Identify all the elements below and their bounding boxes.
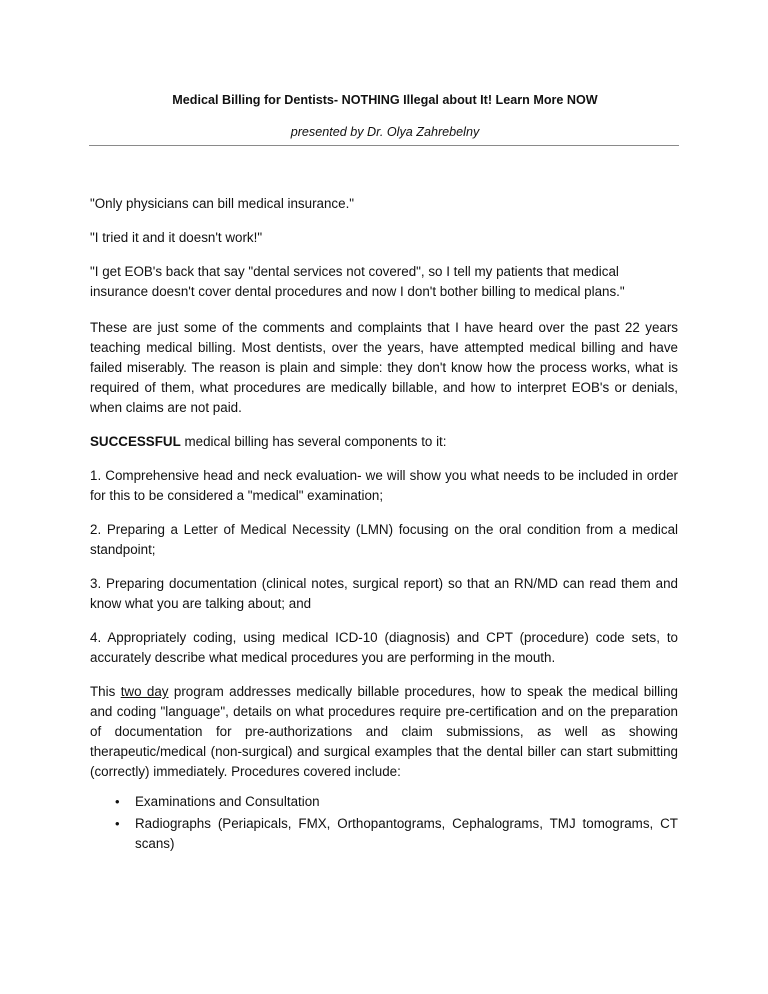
document-title: Medical Billing for Dentists- NOTHING Illegal about It! Learn More NOW [172,93,598,107]
document-subtitle: presented by Dr. Olya Zahrebelny [290,125,480,139]
list-item-text: Radiographs (Periapicals, FMX, Orthopantograms, Cephalograms, TMJ tomograms, CT scans) [135,816,678,851]
intro-paragraph: These are just some of the comments and complaints that I have heard over the past 22 years teaching medical billing. Most dentists, over the years, have attempted medical billing and have failed miserably. The reason is plain and simple: they don't know how the process works, what is required of them, what procedures are medically billable, and how to interpret EOB's or denials, when claims are not paid. [90,320,678,415]
successful-bold: SUCCESSFUL [90,434,181,449]
header-divider [89,145,679,146]
component-item: 3. Preparing documentation (clinical notes, surgical report) so that an RN/MD can read them and know what you are talking about; and [90,576,678,611]
procedures-list [90,792,678,854]
successful-paragraph [90,432,678,452]
program-paragraph [90,682,678,782]
program-underlined: two day [120,684,169,699]
component-item: 1. Comprehensive head and neck evaluation- we will show you what needs to be included in order for this to be considered a "medical" examination; [90,468,678,503]
list-item-text: Examinations and Consultation [135,794,320,809]
quote-eob: "I get EOB's back that say "dental services not covered", so I tell my patients that medical insurance doesn't cover dental procedures and now I don't bother billing to medical plans." [90,264,625,299]
list-item [90,814,678,854]
component-item: 4. Appropriately coding, using medical ICD-10 (diagnosis) and CPT (procedure) code sets, to accurately describe what medical procedures you are performing in the mouth. [90,630,678,665]
successful-rest: medical billing has several components to it: [180,434,447,449]
bullet-icon: • [115,794,120,809]
component-item: 2. Preparing a Letter of Medical Necessity (LMN) focusing on the oral condition from a medical standpoint; [90,522,678,557]
bullet-icon: • [115,816,120,831]
quote-physicians: "Only physicians can bill medical insurance." [90,196,355,211]
quote-tried: "I tried it and it doesn't work!" [90,230,263,245]
program-pre: This [90,684,121,699]
list-item [90,792,678,812]
program-post: program addresses medically billable procedures, how to speak the medical billing and coding "language", details on what procedures require pre-certification and on the preparation of documentation for pre-authorizations and claim submissions, as well as showing therapeutic/medical (non-surgical) and surgical examples that the dental biller can start submitting (correctly) immediately. Procedures covered include: [90,684,678,779]
document-body [90,194,678,856]
